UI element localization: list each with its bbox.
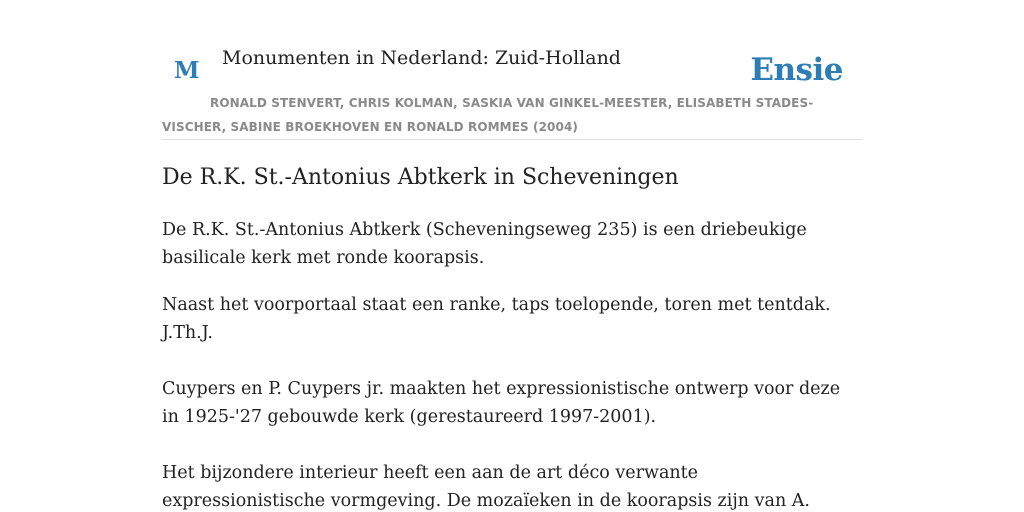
book-authors: RONALD STENVERT, CHRIS KOLMAN, SASKIA VAN GINKEL-MEESTER, ELISABETH STADES-VISCHER, SABINE BROEKHOVEN EN RONALD ROMMES (2004) — [162, 96, 814, 134]
ensie-brand-logo[interactable]: Ensie — [750, 52, 843, 88]
article-paragraph: Het bijzondere interieur heeft een aan de art déco verwante expressionistische vormgeving. De mozaïeken in de koorapsis zijn van A. — [162, 463, 810, 511]
book-header — [162, 38, 862, 140]
article-paragraph: Cuypers en P. Cuypers jr. maakten het expressionistische ontwerp voor deze in 1925-'27 gebouwde kerk (gerestaureerd 1997-2001). — [162, 379, 841, 427]
article-paragraph: Naast het voorportaal staat een ranke, taps toelopende, toren met tentdak. J.Th.J. — [162, 295, 831, 343]
article-title: De R.K. St.-Antonius Abtkerk in Scheveningen — [162, 165, 679, 190]
article — [162, 160, 862, 512]
book-title[interactable]: Monumenten in Nederland: Zuid-Holland — [222, 47, 621, 69]
article-paragraph: De R.K. St.-Antonius Abtkerk (Scheveningseweg 235) is een driebeukige basilicale kerk met ronde koorapsis. — [162, 220, 807, 268]
book-logo[interactable]: M — [174, 57, 200, 84]
